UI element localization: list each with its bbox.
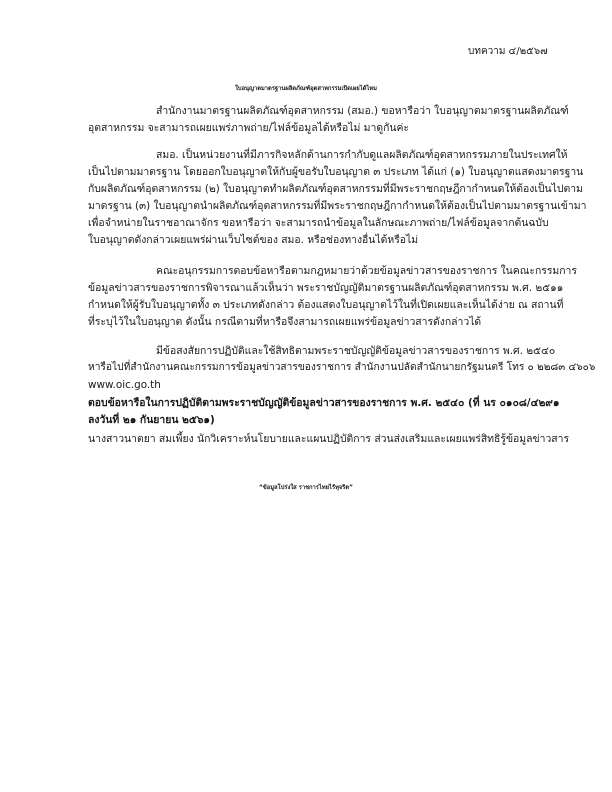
reference-line-1: ตอบข้อหารือในการปฏิบัติตามพระราชบัญญัติข้อมูลข่าวสารของราชการ พ.ศ. ๒๕๔๐ (ที่ นร ๐๑๐๘/๔๒๙๑ — [88, 397, 560, 409]
paragraph-2-line-3: กับผลิตภัณฑ์อุตสาหกรรม (๒) ใบอนุญาตทำผลิตภัณฑ์อุตสาหกรรมที่มีพระราชกฤษฎีกากำหนดให้ต้องเป็นไปตาม — [88, 183, 583, 195]
article-title: ใบอนุญาตมาตรฐานผลิตภัณฑ์อุตสาหกรรมเปิดเผยได้ไหม — [235, 86, 377, 92]
paragraph-4-line-2: หารือไปที่สำนักงานคณะกรรมการข้อมูลข่าวสารของราชการ สำนักงานปลัดสำนักนายกรัฐมนตรี โทร ๐ ๒๒๘๓ ๔๖๐๖ — [88, 362, 596, 373]
paragraph-2-line-4: มาตรฐาน (๓) ใบอนุญาตนำผลิตภัณฑ์อุตสาหกรรมที่มีพระราชกฤษฎีกากำหนดให้ต้องเป็นไปตามมาตรฐานเข้ามา — [88, 200, 587, 212]
paragraph-3-line-2: ข้อมูลข่าวสารของราชการพิจารณาแล้วเห็นว่า พระราชบัญญัติมาตรฐานผลิตภัณฑ์อุตสาหกรรม พ.ศ. ๒๕๑๑ — [88, 282, 564, 294]
paragraph-2-line-6: ใบอนุญาตดังกล่าวเผยแพร่ผ่านเว็บไซต์ของ สมอ. หรือช่องทางอื่นได้หรือไม่ — [88, 234, 419, 246]
slogan: “ข้อมูลโปร่งใส ราชการไทยไร้ทุจริต” — [258, 485, 353, 491]
paragraph-3-line-4: ที่ระบุไว้ในใบอนุญาต ดังนั้น กรณีตามที่หารือจึงสามารถเผยแพร่ข้อมูลข่าวสารดังกล่าวได้ — [88, 316, 482, 328]
paragraph-2-line-2: เป็นไปตามมาตรฐาน โดยออกใบอนุญาตให้กับผู้ขอรับใบอนุญาต ๓ ประเภท ได้แก่ (๑) ใบอนุญาตแสดงมาตรฐาน — [88, 166, 584, 178]
author-credit: นางสาวนาตยา สมเพี้ยง นักวิเคราะห์นโยบายและแผนปฏิบัติการ ส่วนส่งเสริมและเผยแพร่สิทธิรู้ข้อมูลข่าวสาร — [88, 433, 570, 445]
website-link[interactable]: www.oic.go.th — [88, 379, 161, 391]
paragraph-1-line-2: อุตสาหกรรม จะสามารถเผยแพร่ภาพถ่าย/ไฟล์ข้อมูลได้หรือไม่ มาดูกันค่ะ — [88, 122, 410, 134]
paragraph-3-line-3: กำหนดให้ผู้รับใบอนุญาตทั้ง ๓ ประเภทดังกล่าว ต้องแสดงใบอนุญาตไว้ในที่เปิดเผยและเห็นได้ง่าย ณ สถานที่ — [88, 299, 564, 311]
article-number: บทความ ๔/๒๕๖๗ — [468, 46, 548, 57]
paragraph-1-line-1: สำนักงานมาตรฐานผลิตภัณฑ์อุตสาหกรรม (สมอ.) ขอหารือว่า ใบอนุญาตมาตรฐานผลิตภัณฑ์ — [156, 105, 569, 117]
paragraph-2-line-1: สมอ. เป็นหน่วยงานที่มีภารกิจหลักด้านการกำกับดูแลผลิตภัณฑ์อุตสาหกรรมภายในประเทศให้ — [156, 149, 568, 161]
reference-line-2: ลงวันที่ ๒๑ กันยายน ๒๕๖๑) — [88, 414, 215, 426]
paragraph-3-line-1: คณะอนุกรรมการตอบข้อหารือตามกฎหมายว่าด้วยข้อมูลข่าวสารของราชการ ในคณะกรรมการ — [156, 265, 577, 277]
paragraph-4-line-1: มีข้อสงสัยการปฏิบัติและใช้สิทธิตามพระราชบัญญัติข้อมูลข่าวสารของราชการ พ.ศ. ๒๕๔๐ — [156, 345, 556, 357]
paragraph-2-line-5: เพื่อจำหน่ายในราชอาณาจักร ขอหารือว่า จะสามารถนำข้อมูลในลักษณะภาพถ่าย/ไฟล์ข้อมูลจากต้นฉบับ — [88, 217, 549, 229]
